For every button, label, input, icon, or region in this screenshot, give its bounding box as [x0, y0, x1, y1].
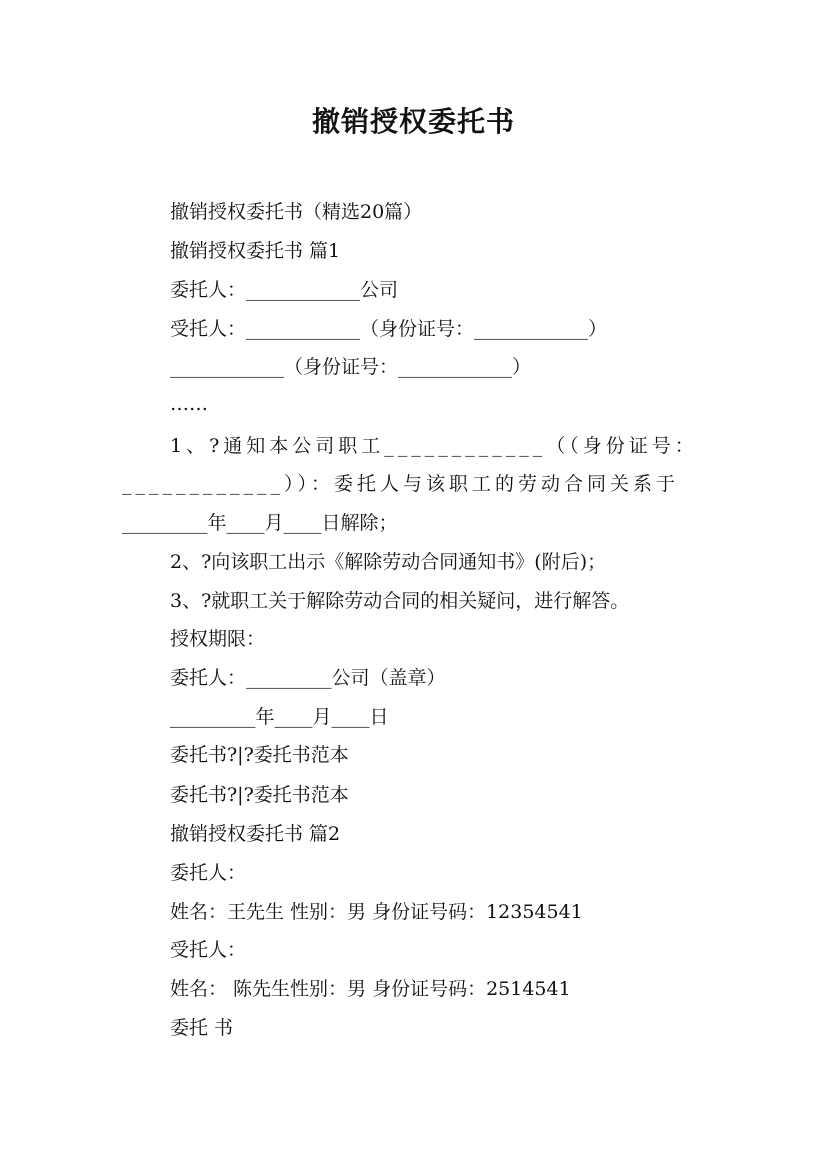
doc-line-agent-2: ____________（身份证号：____________）	[170, 356, 532, 378]
doc-line-ellipsis: ……	[170, 393, 208, 415]
doc-line-date: _________年____月____日	[170, 706, 389, 728]
doc-line-commission: 委托 书	[170, 1017, 234, 1039]
doc-line-principal-info: 姓名：王先生 性别：男 身份证号码：12354541	[170, 901, 583, 923]
doc-line-item-1a: 1、?通知本公司职工____________（（身份证号：	[170, 435, 698, 457]
doc-line-principal-2: 委托人：	[170, 862, 247, 884]
doc-line-heading: 撤销授权委托书（精选20篇）	[170, 201, 423, 223]
doc-line-agent: 受托人：____________（身份证号：____________）	[170, 318, 608, 340]
doc-line-seal: 委托人：_________公司（盖章）	[170, 667, 446, 689]
doc-line-item-2: 2、?向该职工出示《解除劳动合同通知书》(附后)；	[170, 551, 607, 573]
doc-line-sample-1: 委托书?|?委托书范本	[170, 744, 349, 766]
doc-line-section-1: 撤销授权委托书 篇1	[170, 240, 341, 262]
doc-line-item-1c: _________年____月____日解除；	[122, 512, 398, 534]
doc-line-item-3: 3、?就职工关于解除劳动合同的相关疑问，进行解答。	[170, 590, 630, 612]
doc-line-term: 授权期限：	[170, 628, 266, 650]
doc-line-section-2: 撤销授权委托书 篇2	[170, 823, 341, 845]
doc-line-sample-2: 委托书?|?委托书范本	[170, 784, 349, 806]
doc-line-agent-label: 受托人：	[170, 939, 247, 961]
doc-line-principal: 委托人：____________公司	[170, 279, 399, 301]
doc-line-item-1b: ____________））：委托人与该职工的劳动合同关系于	[122, 473, 680, 495]
document-title: 撤销授权委托书	[311, 105, 515, 138]
doc-line-agent-info: 姓名： 陈先生性别：男 身份证号码：2514541	[170, 978, 571, 1000]
